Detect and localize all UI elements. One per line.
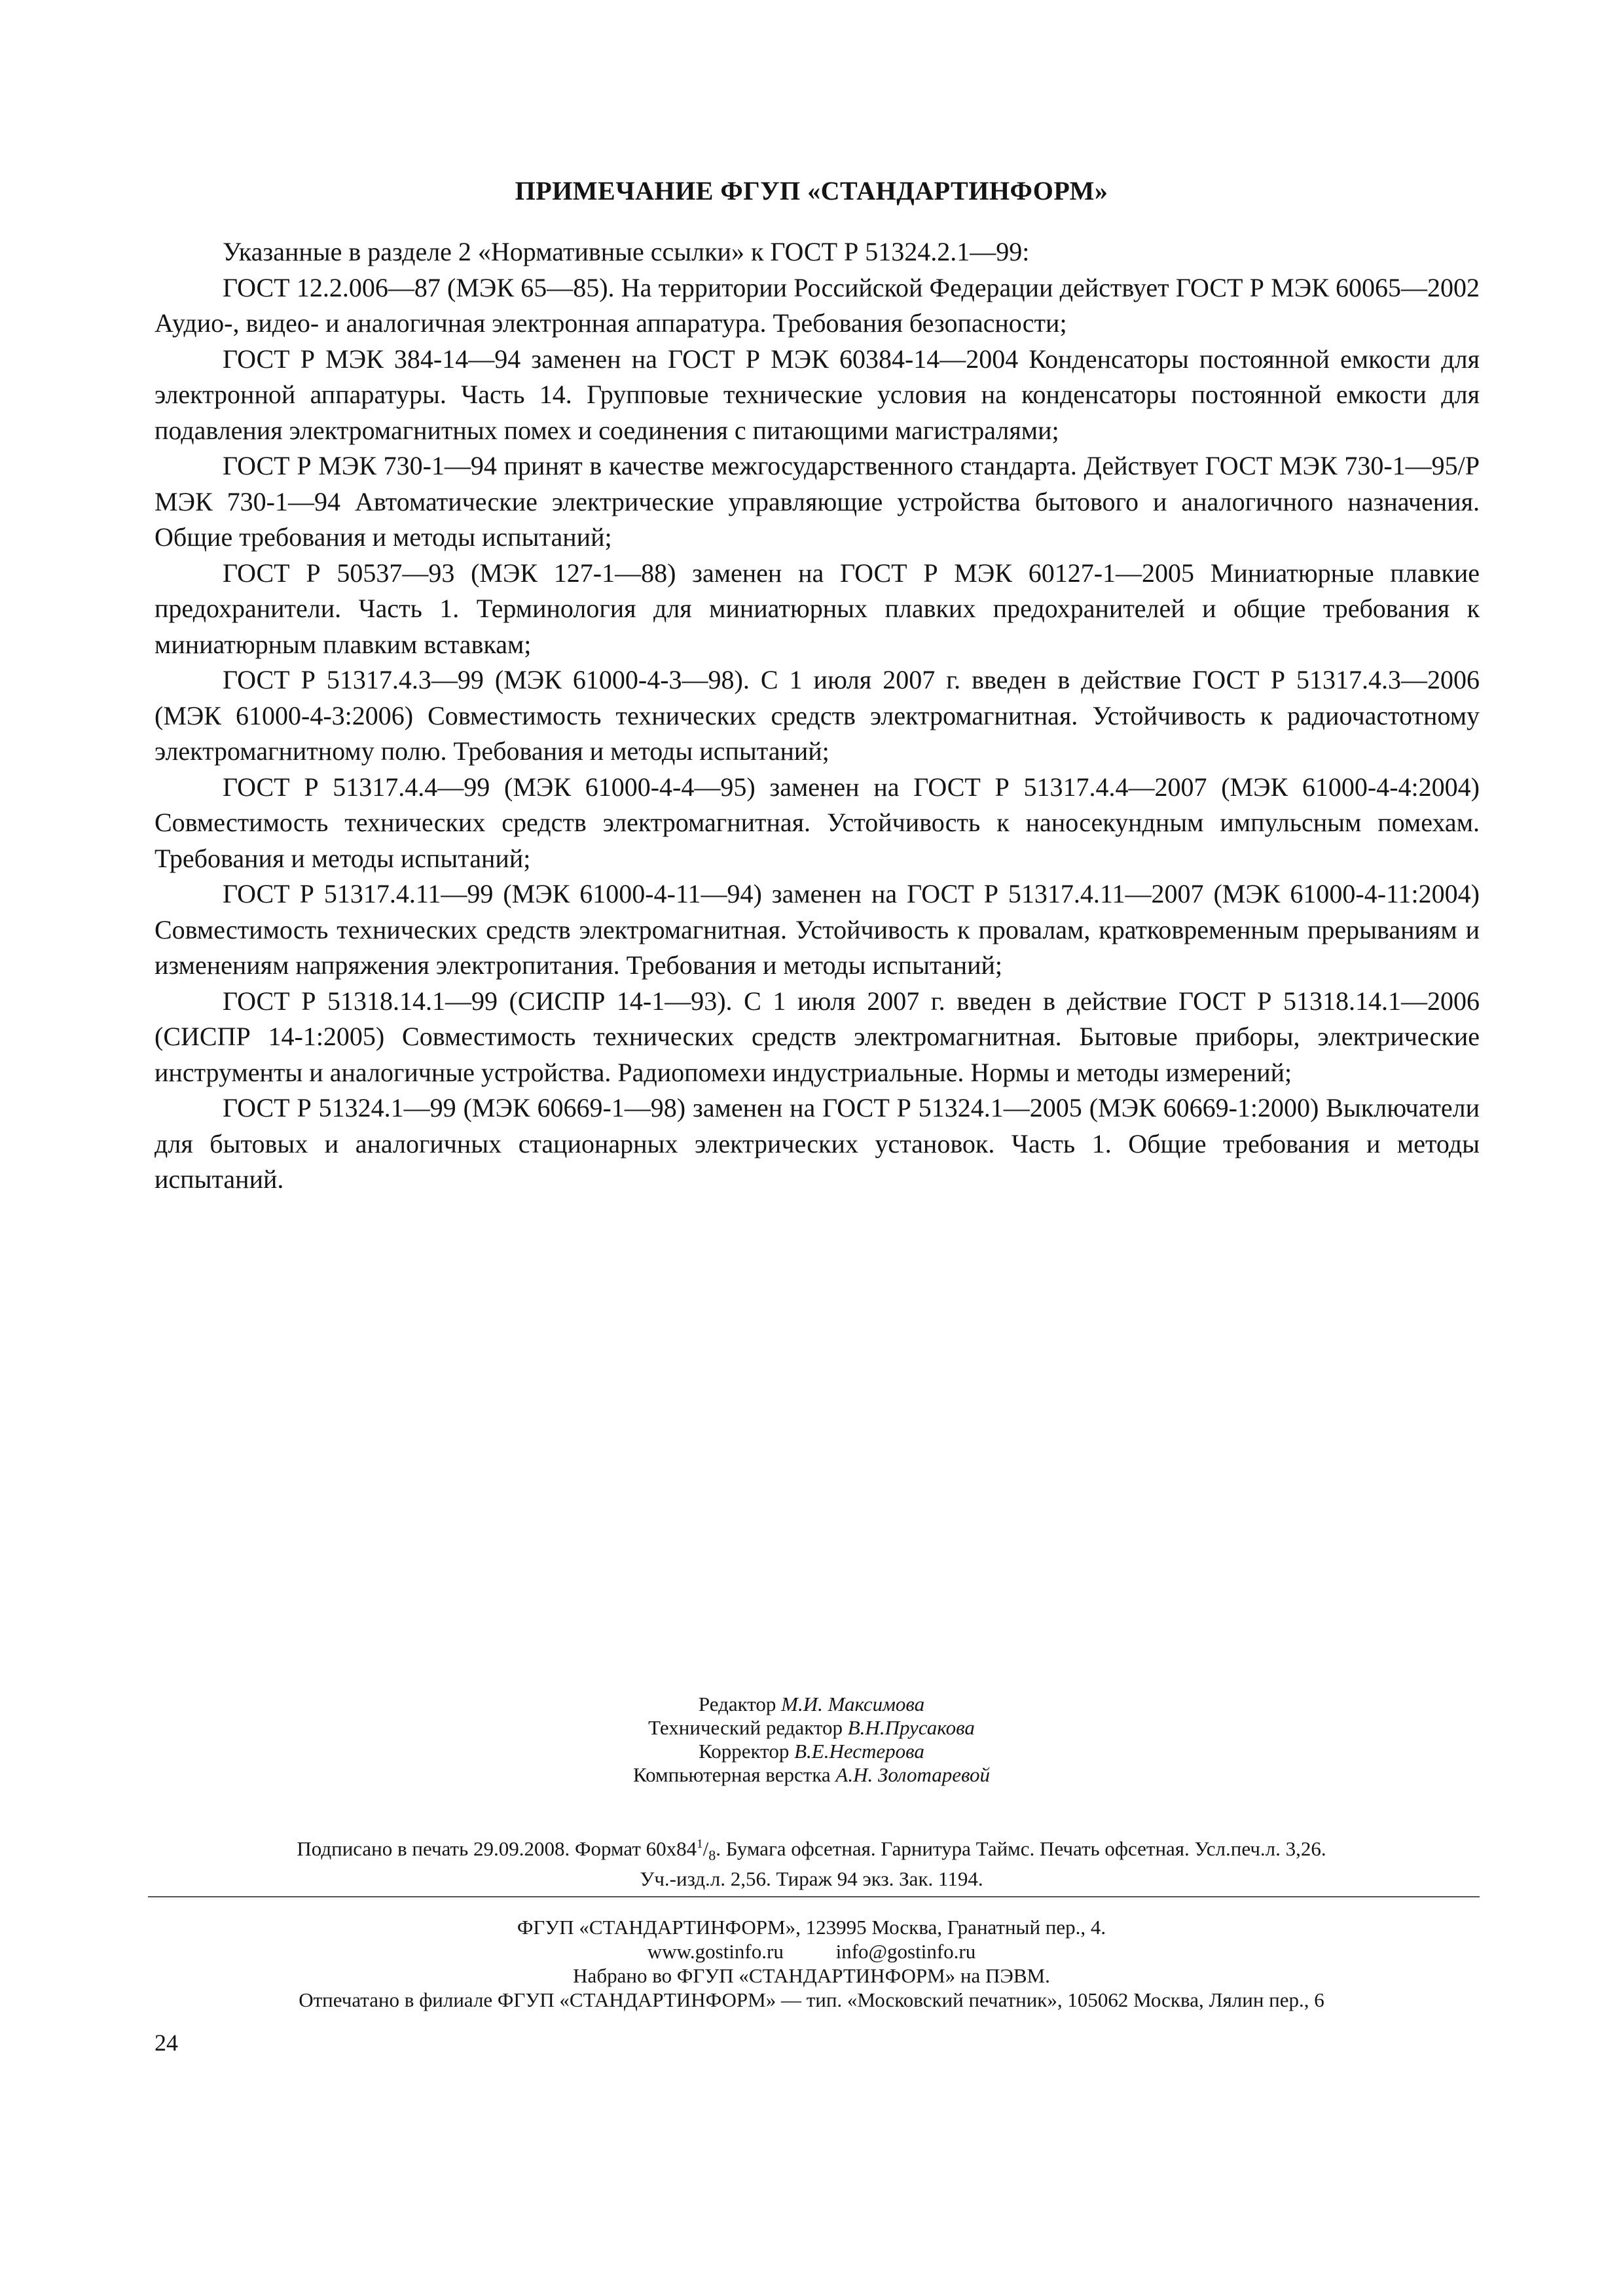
reference-paragraph: ГОСТ Р 51324.1—99 (МЭК 60669-1—98) заменен на ГОСТ Р 51324.1—2005 (МЭК 60669-1:2000) Выключатели для бытовых и аналогичных стационарных электрических установок. Часть 1. Общие требования и методы испытаний.: [155, 1093, 1480, 1194]
reference-paragraph: ГОСТ Р 50537—93 (МЭК 127-1—88) заменен на ГОСТ Р МЭК 60127-1—2005 Миниатюрные плавкие предохранители. Часть 1. Терминология для миниатюрных плавких предохранителей и общие требования к миниатюрным плавким вставкам;: [155, 558, 1480, 659]
print-format-text: Подписано в печать 29.09.2008. Формат 60x84: [297, 1837, 697, 1860]
credit-technical-editor: [0, 1716, 1623, 1740]
publisher-contacts: [0, 1939, 1623, 1964]
horizontal-divider: [148, 1896, 1480, 1897]
credit-proofreader: [0, 1740, 1623, 1763]
credit-role: Корректор: [699, 1740, 790, 1763]
format-fraction-denominator: 8: [708, 1847, 716, 1864]
credit-role: Редактор: [698, 1693, 776, 1715]
website-link[interactable]: www.gostinfo.ru: [647, 1940, 784, 1963]
publisher-address: ФГУП «СТАНДАРТИНФОРМ», 123995 Москва, Гранатный пер., 4.: [517, 1916, 1106, 1939]
reference-paragraph: ГОСТ 12.2.006—87 (МЭК 65—85). На территории Российской Федерации действует ГОСТ Р МЭК 60065—2002 Аудио-, видео- и аналогичная электронная аппаратура. Требования безопасности;: [155, 272, 1480, 338]
print-info: [0, 1833, 1623, 1891]
page-number: 24: [155, 2030, 178, 2056]
colophon-credits: [0, 1693, 1623, 1787]
credit-name: М.И. Максимова: [781, 1693, 925, 1715]
credit-name: В.Е.Нестерова: [794, 1740, 924, 1763]
credit-name: А.Н. Золотаревой: [835, 1763, 991, 1786]
reference-paragraph: ГОСТ Р 51317.4.4—99 (МЭК 61000-4-4—95) заменен на ГОСТ Р 51317.4.4—2007 (МЭК 61000-4-4:2004) Совместимость технических средств электромагнитная. Устойчивость к наносекундным импульсным помехам. Требования и методы испытаний;: [155, 772, 1480, 873]
reference-paragraph: ГОСТ Р 51317.4.11—99 (МЭК 61000-4-11—94) заменен на ГОСТ Р 51317.4.11—2007 (МЭК 61000-4-11:2004) Совместимость технических средств электромагнитная. Устойчивость к провалам, кратковременным прерываниям и изменениям напряжения электропитания. Требования и методы испытаний;: [155, 879, 1480, 980]
reference-paragraph: ГОСТ Р МЭК 730-1—94 принят в качестве межгосударственного стандарта. Действует ГОСТ МЭК 730-1—95/Р МЭК 730-1—94 Автоматические электрические управляющие устройства бытового и аналогичного назначения. Общие требования и методы испытаний;: [155, 451, 1480, 552]
printed-note: Отпечатано в филиале ФГУП «СТАНДАРТИНФОРМ» — тип. «Московский печатник», 105062 Москва, Лялин пер., 6: [299, 1988, 1324, 2011]
page-title: ПРИМЕЧАНИЕ ФГУП «СТАНДАРТИНФОРМ»: [515, 176, 1108, 206]
format-fraction-numerator: 1: [697, 1837, 703, 1851]
print-info-line-2: Уч.-изд.л. 2,56. Тираж 94 экз. Зак. 1194.: [640, 1867, 983, 1891]
credit-role: Компьютерная верстка: [632, 1763, 831, 1786]
typeset-note: Набрано во ФГУП «СТАНДАРТИНФОРМ» на ПЭВМ.: [573, 1964, 1050, 1987]
print-info-line-1: Подписано в печать 29.09.2008. Формат $60x84^1/_8$. Бумага офсетная. Гарнитура Таймс. Печать офсетная. Усл.печ.л. 3,26.: [297, 1837, 1326, 1864]
publisher-info: [0, 1915, 1623, 2012]
intro-paragraph: Указанные в разделе 2 «Нормативные ссылки» к ГОСТ Р 51324.2.1—99:: [223, 237, 1030, 266]
note-body: [155, 234, 1480, 1198]
email-link[interactable]: info@gostinfo.ru: [835, 1940, 976, 1963]
credit-layout: [0, 1763, 1623, 1787]
reference-paragraph: ГОСТ Р 51318.14.1—99 (СИСПР 14-1—93). С 1 июля 2007 г. введен в действие ГОСТ Р 51318.14.1—2006 (СИСПР 14-1:2005) Совместимость технических средств электромагнитная. Бытовые приборы, электрические инструменты и аналогичные устройства. Радиопомехи индустриальные. Нормы и методы измерений;: [155, 986, 1480, 1087]
print-details-text: . Бумага офсетная. Гарнитура Таймс. Печать офсетная. Усл.печ.л. 3,26.: [716, 1837, 1326, 1860]
credit-name: В.Н.Прусакова: [847, 1716, 975, 1739]
credit-editor: [0, 1693, 1623, 1716]
reference-paragraph: ГОСТ Р МЭК 384-14—94 заменен на ГОСТ Р МЭК 60384-14—2004 Конденсаторы постоянной емкости для электронной аппаратуры. Часть 14. Групповые технические условия на конденсаторы постоянной емкости для подавления электромагнитных помех и соединения с питающими магистралями;: [155, 344, 1480, 445]
reference-paragraph: ГОСТ Р 51317.4.3—99 (МЭК 61000-4-3—98). С 1 июля 2007 г. введен в действие ГОСТ Р 51317.4.3—2006 (МЭК 61000-4-3:2006) Совместимость технических средств электромагнитная. Устойчивость к радиочастотному электромагнитному полю. Требования и методы испытаний;: [155, 665, 1480, 766]
credit-role: Технический редактор: [648, 1716, 843, 1739]
